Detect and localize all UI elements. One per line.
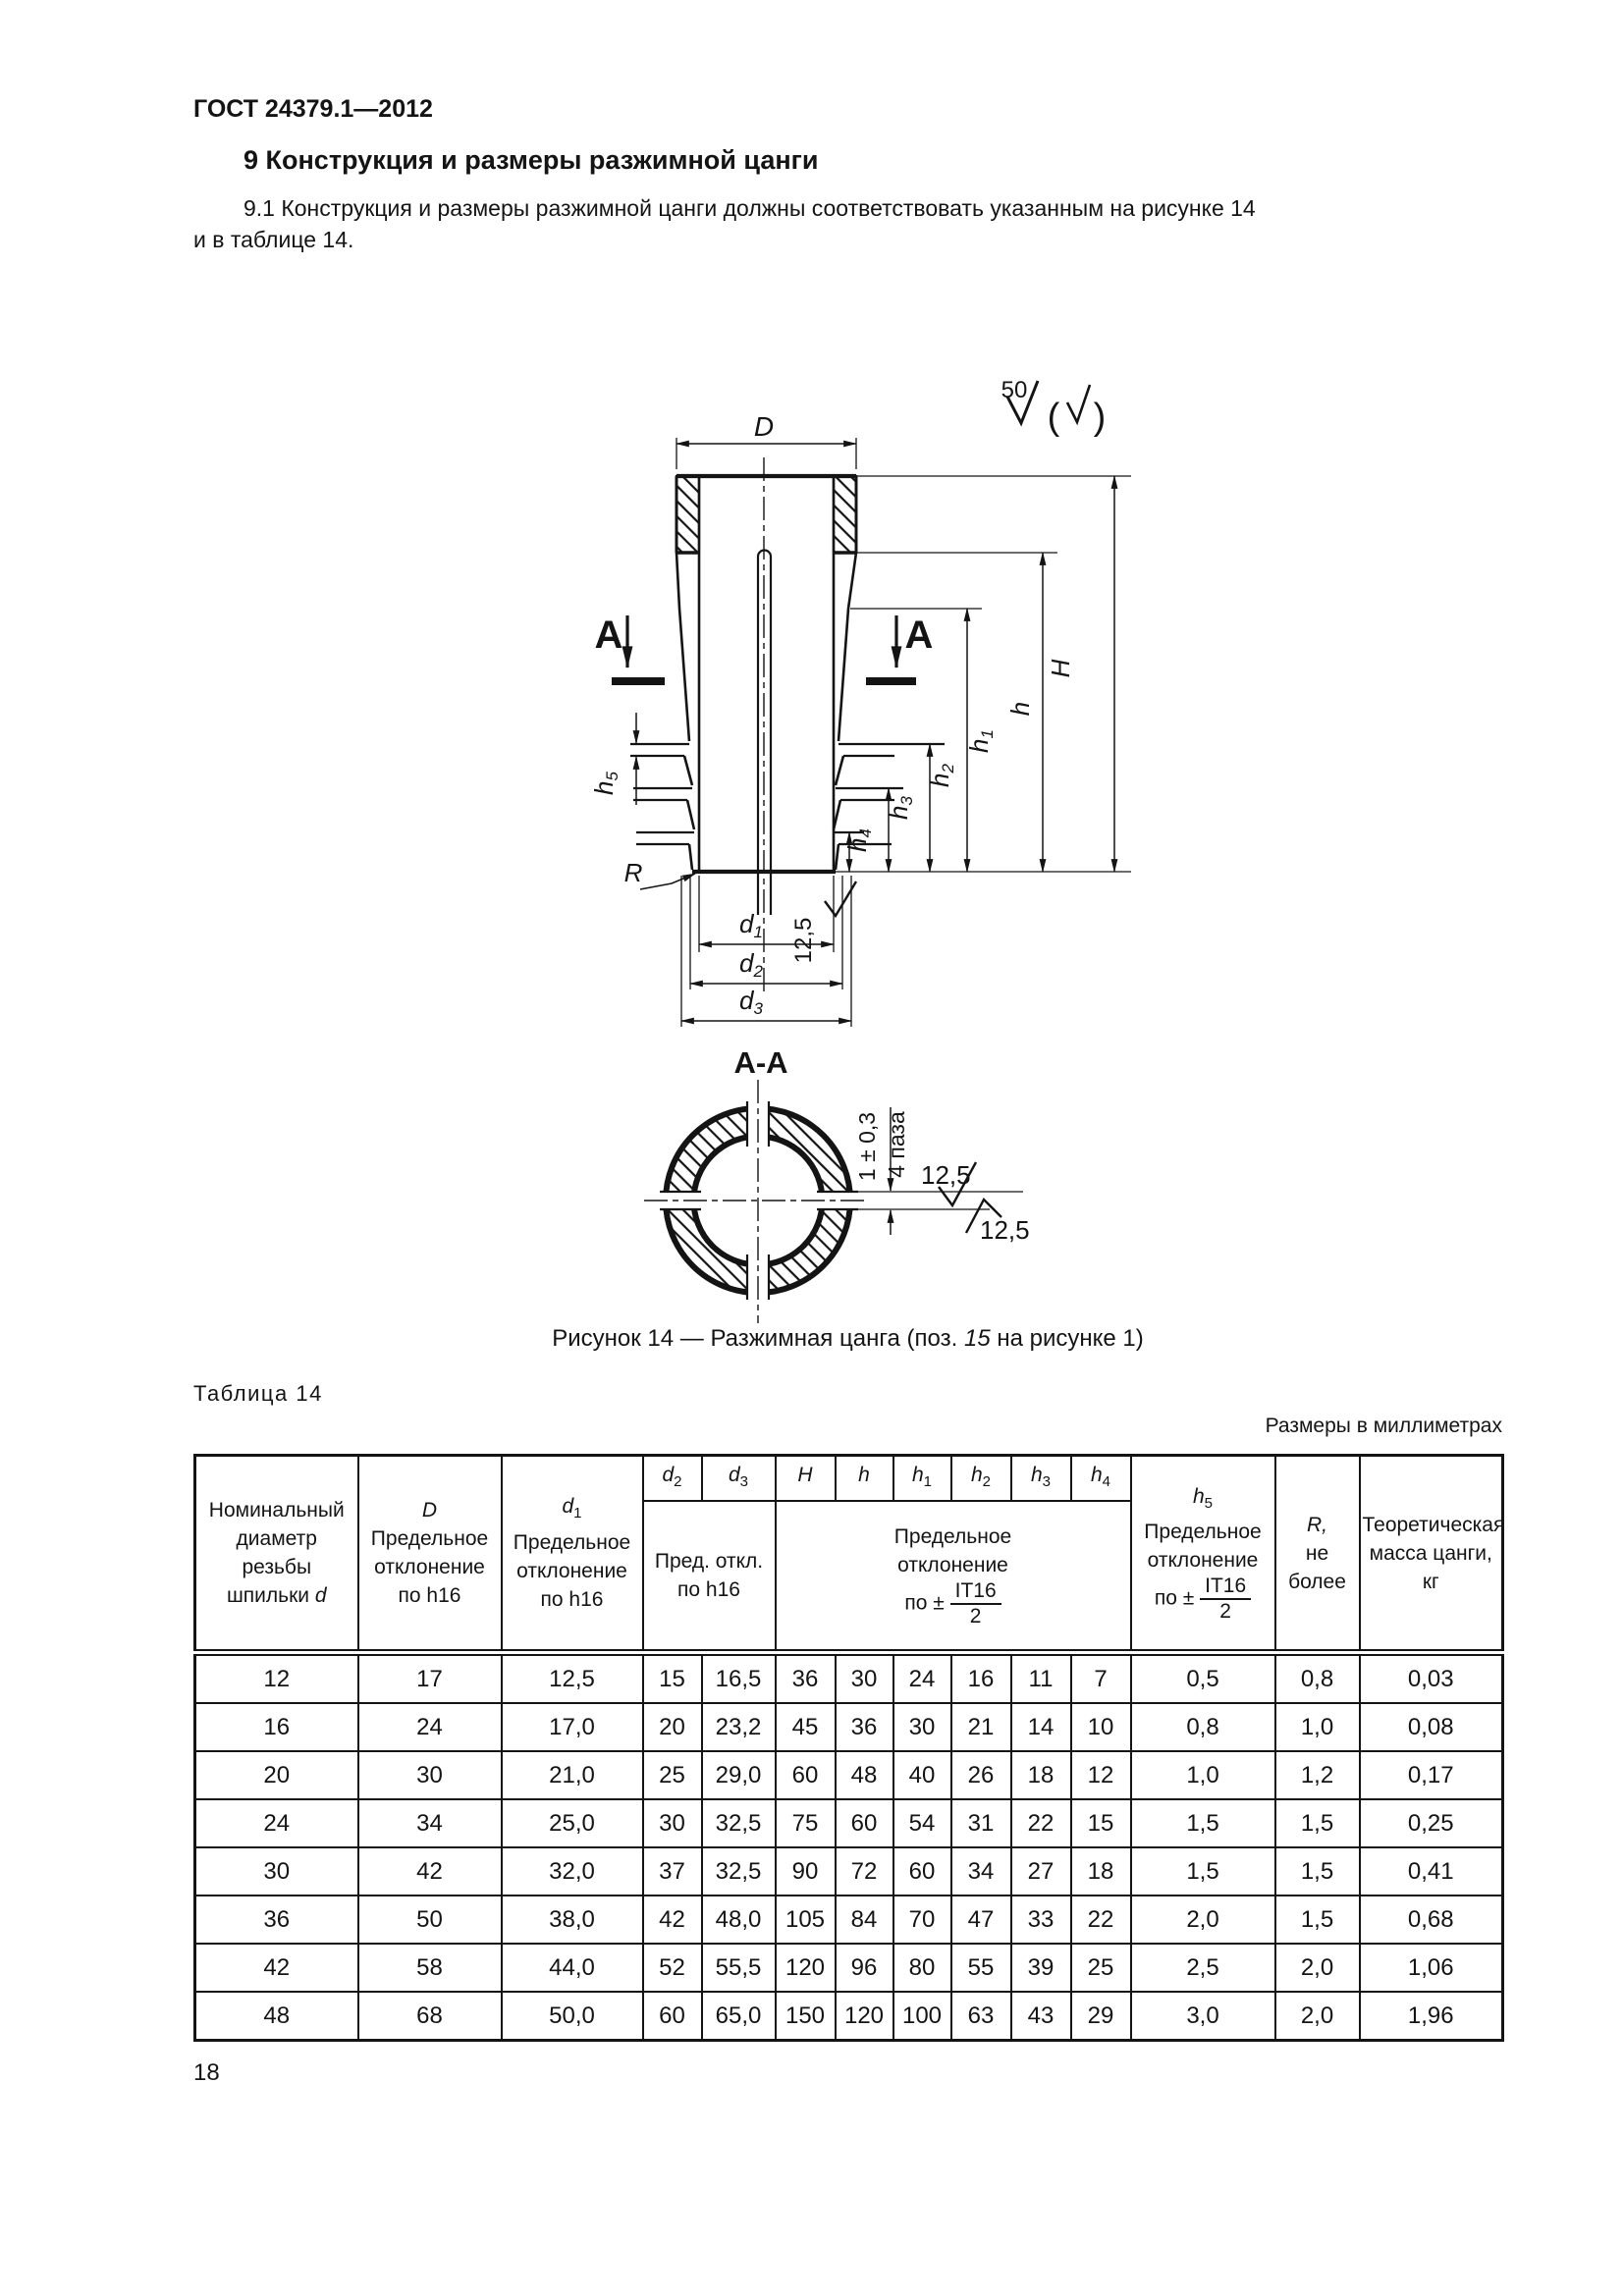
table-cell: 37 — [643, 1847, 702, 1896]
table-cell: 14 — [1011, 1703, 1071, 1751]
paragraph-line-1: 9.1 Конструкция и размеры разжимной цанги должны соответствовать указанным на рисунке 14 — [243, 195, 1256, 221]
table-cell: 1,2 — [1275, 1751, 1360, 1799]
label-h4: h4 — [842, 828, 875, 852]
table-cell: 39 — [1011, 1944, 1071, 1992]
label-H: H — [1046, 659, 1075, 678]
table-cell: 1,0 — [1131, 1751, 1275, 1799]
table-cell: 25,0 — [502, 1799, 643, 1847]
table-cell: 50 — [358, 1896, 502, 1944]
label-rough-slot: 12,5 — [790, 917, 817, 964]
table-cell: 84 — [836, 1896, 893, 1944]
label-d1: d1 — [739, 909, 763, 941]
table-cell: 48,0 — [702, 1896, 776, 1944]
table-cell: 12 — [195, 1653, 358, 1704]
table-cell: 0,08 — [1360, 1703, 1503, 1751]
table-cell: 18 — [1071, 1847, 1131, 1896]
table-cell: 32,0 — [502, 1847, 643, 1896]
figure-caption — [193, 1325, 1502, 1353]
table-cell: 20 — [643, 1703, 702, 1751]
table-cell: 0,8 — [1131, 1703, 1275, 1751]
table-row — [195, 1703, 1503, 1751]
table-cell: 120 — [776, 1944, 836, 1992]
label-rough-aa-top: 12,5 — [921, 1160, 971, 1190]
table-cell: 15 — [1071, 1799, 1131, 1847]
table-cell: 72 — [836, 1847, 893, 1896]
table-cell: 30 — [358, 1751, 502, 1799]
col-header-h4: $h_4$ — [1071, 1456, 1131, 1502]
label-D: D — [753, 411, 775, 442]
table-cell: 1,0 — [1275, 1703, 1360, 1751]
table-cell: 2,0 — [1275, 1944, 1360, 1992]
table-cell: 43 — [1011, 1992, 1071, 2041]
roughness-value: 50 — [1001, 377, 1028, 403]
caption-text-end: на рисунке 1) — [990, 1325, 1144, 1352]
table-cell: 105 — [776, 1896, 836, 1944]
table-cell: 120 — [836, 1992, 893, 2041]
table-cell: 16 — [951, 1653, 1011, 1704]
label-slot-count: 4 паза — [884, 1111, 909, 1178]
label-d2: d2 — [739, 948, 763, 981]
table-cell: 30 — [195, 1847, 358, 1896]
table-cell: 52 — [643, 1944, 702, 1992]
col-header-d3: $d_3$ — [702, 1456, 776, 1502]
col-header-nominal: Номинальный диаметр резьбы шпильки d — [195, 1456, 358, 1653]
table-cell: 12 — [1071, 1751, 1131, 1799]
col-header-mass: Теоретическая масса цанги, кг — [1360, 1456, 1503, 1653]
label-h3: h3 — [884, 796, 916, 820]
radius-leader — [640, 874, 695, 889]
table-cell: 3,0 — [1131, 1992, 1275, 2041]
table-cell: 1,5 — [1275, 1847, 1360, 1896]
table-cell: 0,03 — [1360, 1653, 1503, 1704]
table-cell: 32,5 — [702, 1799, 776, 1847]
table-cell: 24 — [358, 1703, 502, 1751]
col-header-h1: $h_1$ — [893, 1456, 951, 1502]
table-cell: 75 — [776, 1799, 836, 1847]
col-header-d1: $d_1$ Предельное отклонение по h16 — [502, 1456, 643, 1653]
table-cell: 58 — [358, 1944, 502, 1992]
paren-open: ( — [1047, 397, 1060, 438]
table-cell: 42 — [643, 1896, 702, 1944]
table-cell: 60 — [893, 1847, 951, 1896]
table-cell: 12,5 — [502, 1653, 643, 1704]
table-cell: 15 — [643, 1653, 702, 1704]
doc-number: ГОСТ 24379.1—2012 — [193, 95, 433, 123]
label-R: R — [623, 858, 643, 887]
label-h1: h1 — [964, 729, 997, 753]
table-cell: 18 — [1011, 1751, 1071, 1799]
table-cell: 22 — [1011, 1799, 1071, 1847]
paragraph-line-2: и в таблице 14. — [193, 227, 354, 252]
section-aa-labels — [854, 1111, 1030, 1245]
left-wall-hatch — [676, 476, 699, 553]
table-cell: 55 — [951, 1944, 1011, 1992]
table-cell: 16,5 — [702, 1653, 776, 1704]
table-cell: 68 — [358, 1992, 502, 2041]
col-header-H: H — [776, 1456, 836, 1502]
table-cell: 55,5 — [702, 1944, 776, 1992]
table-cell: 60 — [776, 1751, 836, 1799]
dimensions-table — [193, 1454, 1504, 2042]
table-cell: 2,5 — [1131, 1944, 1275, 1992]
table-cell: 70 — [893, 1896, 951, 1944]
table-cell: 0,8 — [1275, 1653, 1360, 1704]
label-A-left: A — [594, 614, 623, 657]
table-cell: 1,5 — [1275, 1799, 1360, 1847]
table-cell: 42 — [358, 1847, 502, 1896]
table-cell: 10 — [1071, 1703, 1131, 1751]
col-header-d2d3-tolerance: Пред. откл. по h16 — [643, 1501, 776, 1653]
table-cell: 34 — [951, 1847, 1011, 1896]
table-label: Таблица 14 — [193, 1381, 323, 1406]
label-h: h — [1005, 701, 1035, 717]
table-cell: 16 — [195, 1703, 358, 1751]
table-cell: 32,5 — [702, 1847, 776, 1896]
table-cell: 150 — [776, 1992, 836, 2041]
table-cell: 44,0 — [502, 1944, 643, 1992]
table-cell: 25 — [1071, 1944, 1131, 1992]
table-cell: 23,2 — [702, 1703, 776, 1751]
table-cell: 31 — [951, 1799, 1011, 1847]
section-view-title: А-А — [733, 1045, 788, 1080]
table-cell: 47 — [951, 1896, 1011, 1944]
col-header-h-group-tolerance: Предельное отклонение по ± $\frac{IT16}{2}$ — [776, 1501, 1131, 1653]
col-header-h3: $h_3$ — [1011, 1456, 1071, 1502]
caption-position-number: 15 — [963, 1325, 991, 1352]
table-cell: 63 — [951, 1992, 1011, 2041]
table-row — [195, 1896, 1503, 1944]
table-row — [195, 1847, 1503, 1896]
table-cell: 0,41 — [1360, 1847, 1503, 1896]
table-cell: 0,17 — [1360, 1751, 1503, 1799]
table-cell: 22 — [1071, 1896, 1131, 1944]
col-header-R: R, не более — [1275, 1456, 1360, 1653]
roughness-check-paren — [1067, 385, 1090, 422]
table-cell: 30 — [643, 1799, 702, 1847]
table-cell: 96 — [836, 1944, 893, 1992]
col-header-h2: $h_2$ — [951, 1456, 1011, 1502]
table-cell: 40 — [893, 1751, 951, 1799]
label-rough-aa-bottom: 12,5 — [980, 1215, 1030, 1245]
collet-main-view — [630, 457, 1131, 1027]
table-cell: 80 — [893, 1944, 951, 1992]
table-cell: 0,5 — [1131, 1653, 1275, 1704]
page-number: 18 — [193, 2059, 220, 2086]
table-cell: 29,0 — [702, 1751, 776, 1799]
table-cell: 45 — [776, 1703, 836, 1751]
label-h5: h5 — [589, 772, 622, 795]
table-cell: 36 — [836, 1703, 893, 1751]
col-header-h: h — [836, 1456, 893, 1502]
table-cell: 2,0 — [1275, 1992, 1360, 2041]
caption-text: Рисунок 14 — Разжимная цанга (поз. — [552, 1325, 964, 1352]
table-cell: 1,06 — [1360, 1944, 1503, 1992]
table-cell: 65,0 — [702, 1992, 776, 2041]
table-cell: 30 — [836, 1653, 893, 1704]
table-cell: 36 — [776, 1653, 836, 1704]
right-wall-hatch — [834, 476, 856, 553]
table-cell: 48 — [836, 1751, 893, 1799]
table-cell: 7 — [1071, 1653, 1131, 1704]
table-cell: 60 — [643, 1992, 702, 2041]
table-row — [195, 1751, 1503, 1799]
table-cell: 29 — [1071, 1992, 1131, 2041]
col-header-d2: $d_2$ — [643, 1456, 702, 1502]
table-cell: 60 — [836, 1799, 893, 1847]
table-row — [195, 1992, 1503, 2041]
table-cell: 48 — [195, 1992, 358, 2041]
col-header-h5: $h_5$ Предельное отклонение по ± $\frac{IT16}{2}$ — [1131, 1456, 1275, 1653]
table-cell: 2,0 — [1131, 1896, 1275, 1944]
table-cell: 38,0 — [502, 1896, 643, 1944]
section-title: 9 Конструкция и размеры разжимной цанги — [243, 145, 819, 175]
table-cell: 54 — [893, 1799, 951, 1847]
table-cell: 1,96 — [1360, 1992, 1503, 2041]
table-cell: 34 — [358, 1799, 502, 1847]
table-row — [195, 1799, 1503, 1847]
table-row — [195, 1944, 1503, 1992]
table-cell: 90 — [776, 1847, 836, 1896]
label-h2: h2 — [925, 764, 957, 787]
table-cell: 0,68 — [1360, 1896, 1503, 1944]
table-cell: 24 — [893, 1653, 951, 1704]
table-cell: 1,5 — [1275, 1896, 1360, 1944]
table-cell: 1,5 — [1131, 1799, 1275, 1847]
table-cell: 11 — [1011, 1653, 1071, 1704]
table-cell: 100 — [893, 1992, 951, 2041]
label-slot-width: 1 ± 0,3 — [854, 1111, 880, 1182]
col-header-D: D Предельное отклонение по h16 — [358, 1456, 502, 1653]
table-cell: 25 — [643, 1751, 702, 1799]
table-cell: 42 — [195, 1944, 358, 1992]
dimension-labels — [589, 377, 1106, 1018]
label-d3: d3 — [739, 986, 763, 1018]
table-cell: 21 — [951, 1703, 1011, 1751]
label-A-right: A — [904, 614, 934, 657]
table-cell: 21,0 — [502, 1751, 643, 1799]
table-cell: 17 — [358, 1653, 502, 1704]
table-cell: 0,25 — [1360, 1799, 1503, 1847]
paren-close: ) — [1093, 397, 1107, 438]
table-cell: 30 — [893, 1703, 951, 1751]
table-cell: 27 — [1011, 1847, 1071, 1896]
table-cell: 24 — [195, 1799, 358, 1847]
table-cell: 20 — [195, 1751, 358, 1799]
table-cell: 1,5 — [1131, 1847, 1275, 1896]
table-cell: 36 — [195, 1896, 358, 1944]
table-row — [195, 1653, 1503, 1704]
table-cell: 50,0 — [502, 1992, 643, 2041]
table-cell: 33 — [1011, 1896, 1071, 1944]
table-cell: 17,0 — [502, 1703, 643, 1751]
table-body — [195, 1653, 1503, 2041]
table-cell: 26 — [951, 1751, 1011, 1799]
table-units-note: Размеры в миллиметрах — [1265, 1415, 1502, 1437]
